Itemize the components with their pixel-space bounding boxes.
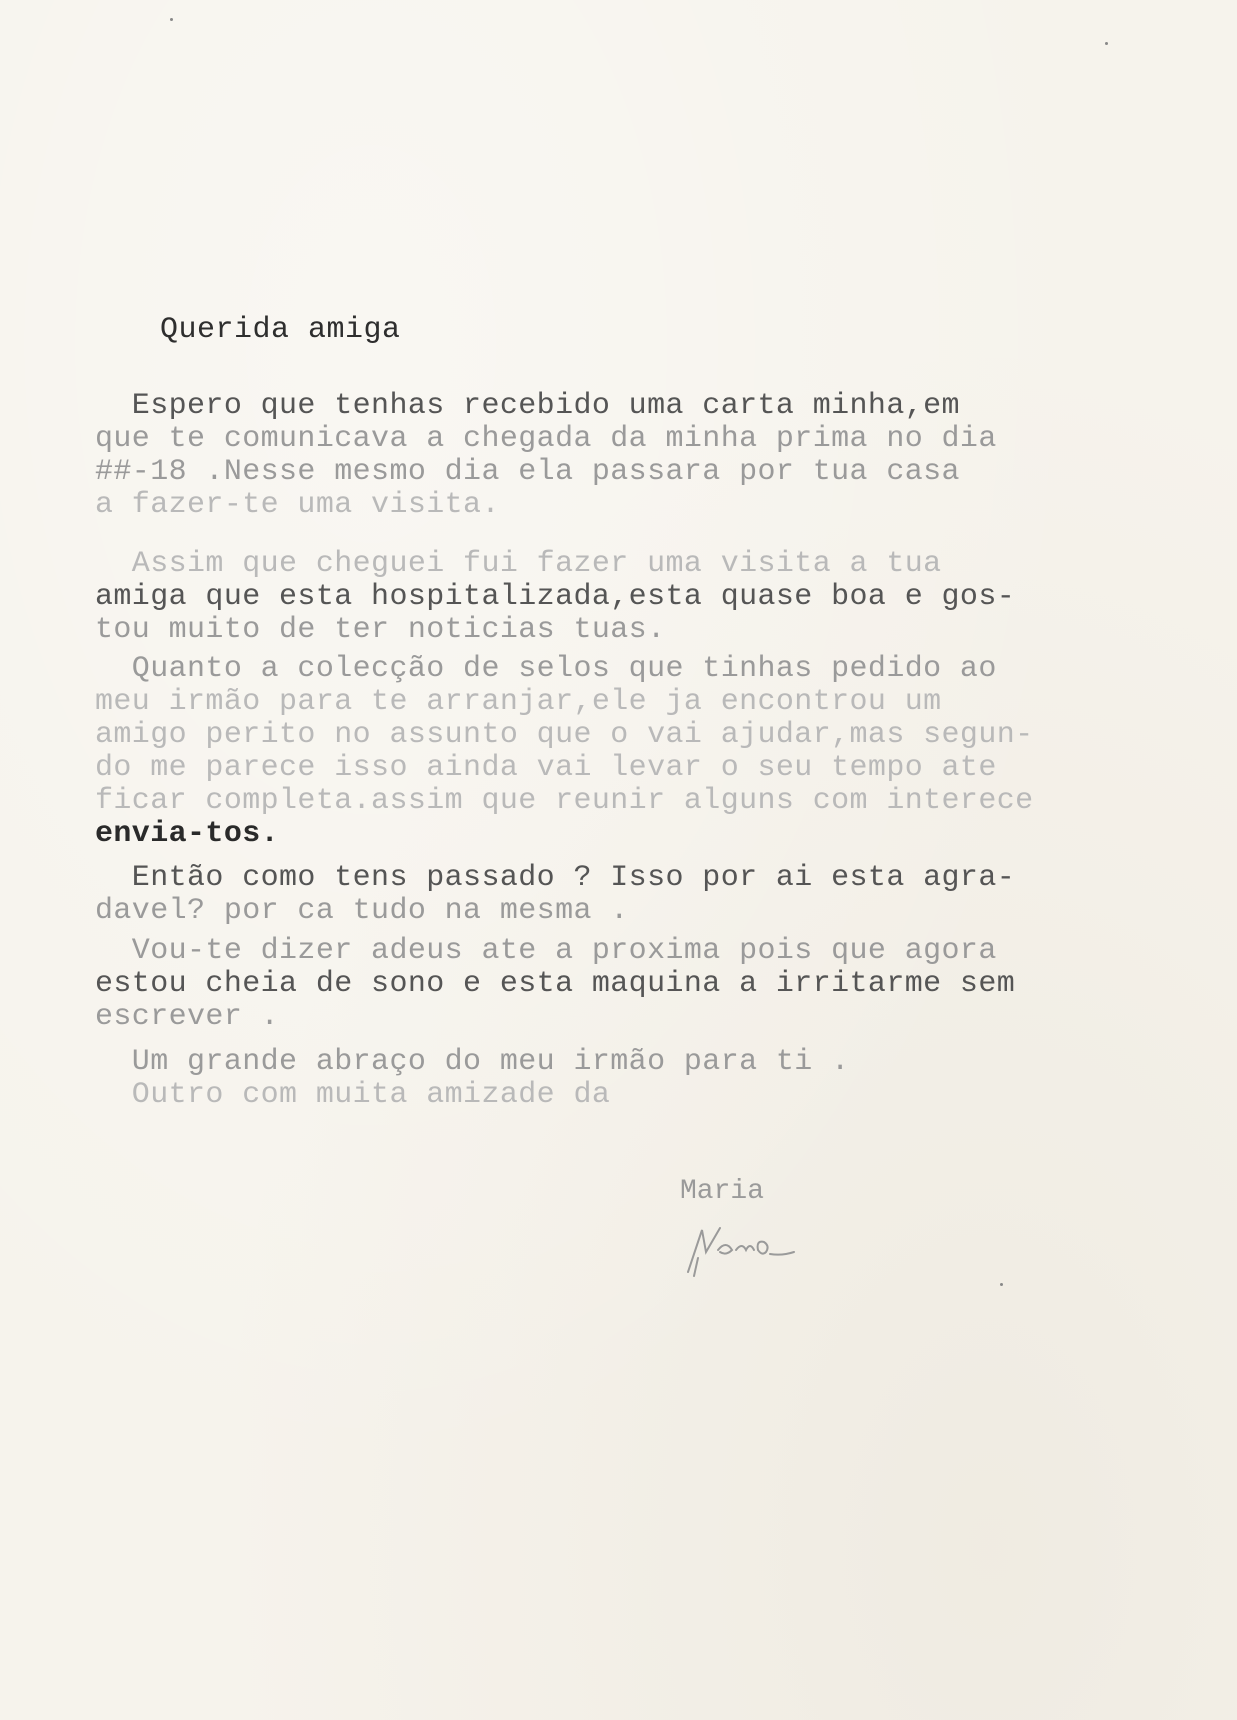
handwritten-signature	[680, 1210, 830, 1280]
letter-line: Vou-te dizer adeus ate a proxima pois que agora	[95, 934, 997, 968]
letter-line: tou muito de ter noticias tuas.	[95, 613, 666, 647]
paper-speck	[170, 18, 173, 21]
letter-line: Então como tens passado ? Isso por ai esta agra-	[95, 861, 1016, 895]
paragraph-how-are-you	[95, 862, 1115, 928]
letter-line: Um grande abraço do meu irmão para ti .	[95, 1045, 850, 1079]
letter-line: amigo perito no assunto que o vai ajudar,mas segun-	[95, 718, 1034, 752]
letter-line: a fazer-te uma visita.	[95, 488, 500, 522]
letter-line: Outro com muita amizade da	[95, 1078, 611, 1112]
paragraph-closing	[95, 1046, 1115, 1112]
typed-signature: Maria	[680, 1176, 765, 1207]
letter-line: envia-tos.	[95, 817, 280, 851]
letter-line: amiga que esta hospitalizada,esta quase boa e gos-	[95, 580, 1016, 614]
letter-line: escrever .	[95, 1000, 280, 1034]
letter-line: estou cheia de sono e esta maquina a irritarme sem	[95, 967, 1016, 1001]
letter-line: Espero que tenhas recebido uma carta minha,em	[95, 389, 960, 423]
paper-speck	[1105, 42, 1108, 45]
letter-line: que te comunicava a chegada da minha prima no dia	[95, 422, 997, 456]
salutation: Querida amiga	[160, 313, 401, 347]
paragraph-stamp-collection	[95, 653, 1115, 851]
letter-line: do me parece isso ainda vai levar o seu tempo ate	[95, 751, 997, 785]
letter-line: meu irmão para te arranjar,ele ja encontrou um	[95, 685, 942, 719]
letter-line: ##-18 .Nesse mesmo dia ela passara por tua casa	[95, 455, 960, 489]
paragraph-arrival	[95, 390, 1115, 522]
letter-line: ficar completa.assim que reunir alguns com interece	[95, 784, 1034, 818]
paragraph-goodbye	[95, 935, 1115, 1034]
paragraph-hospital-visit	[95, 548, 1115, 647]
letter-line: Assim que cheguei fui fazer uma visita a tua	[95, 547, 942, 581]
letter-line: davel? por ca tudo na mesma .	[95, 894, 629, 928]
paper-speck	[1000, 1283, 1003, 1286]
letter-line: Quanto a colecção de selos que tinhas pedido ao	[95, 652, 997, 686]
